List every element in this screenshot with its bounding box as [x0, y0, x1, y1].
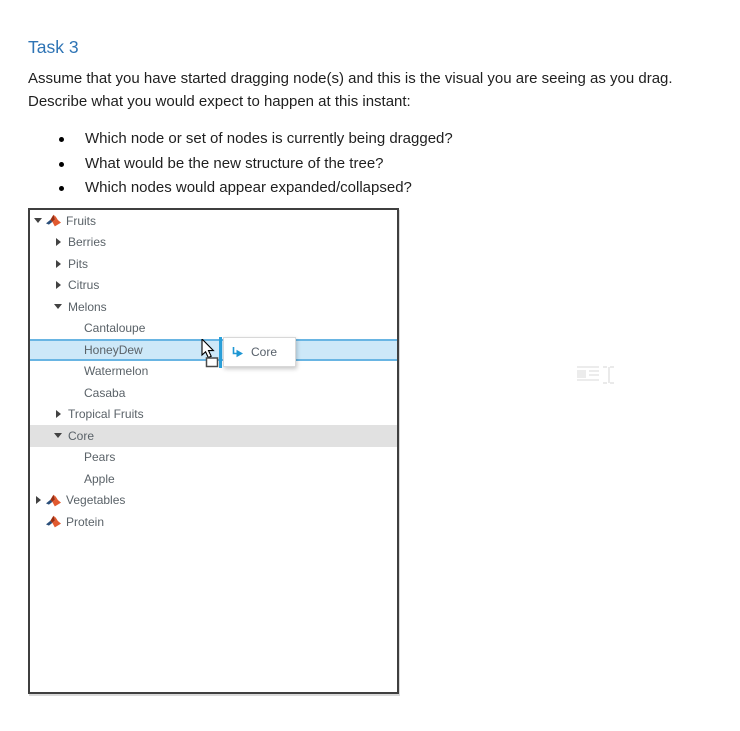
tree-node-label: Casaba	[84, 385, 126, 400]
tree-node-citrus[interactable]	[30, 275, 397, 297]
tree-node-label: Vegetables	[66, 493, 126, 508]
tree-node-cantaloupe[interactable]	[30, 318, 397, 340]
drag-ghost-label: Core	[251, 345, 278, 359]
click-and-type-pointer-icon	[577, 366, 615, 385]
tree-node-label: Pears	[84, 450, 116, 465]
matlab-logo-icon	[46, 515, 61, 528]
tree-node-apple[interactable]	[30, 468, 397, 490]
intro-line-2: Describe what you would expect to happen at this instant:	[28, 93, 411, 110]
tree-node-label: Apple	[84, 471, 115, 486]
expander-icon[interactable]	[32, 496, 44, 504]
document-body	[0, 0, 740, 201]
expander-icon[interactable]	[52, 410, 64, 418]
tree-node-label: Tropical Fruits	[68, 407, 144, 422]
tree-node-label: Core	[68, 428, 95, 443]
bullet-item-3: Which nodes would appear expanded/collapsed?	[28, 176, 716, 201]
tree-node-label: Citrus	[68, 278, 100, 293]
intro-line-1: Assume that you have started dragging node(s) and this is the visual you are seeing as you drag.	[28, 70, 673, 87]
indent-into-icon	[231, 346, 245, 359]
bullet-item-1: Which node or set of nodes is currently being dragged?	[28, 127, 716, 152]
expander-icon[interactable]	[52, 238, 64, 246]
tree-node-berries[interactable]	[30, 232, 397, 254]
question-list	[28, 127, 716, 201]
expander-icon[interactable]	[52, 304, 64, 309]
expander-icon[interactable]	[52, 260, 64, 268]
matlab-logo-icon	[46, 214, 61, 227]
tree-node-fruits[interactable]	[30, 210, 397, 232]
tree-node-pears[interactable]	[30, 447, 397, 469]
tree-node-melons[interactable]	[30, 296, 397, 318]
page-title: Task 3	[28, 37, 79, 57]
tree-node-tropical-fruits[interactable]	[30, 404, 397, 426]
tree-node-casaba[interactable]	[30, 382, 397, 404]
drag-move-cursor-icon	[201, 339, 221, 369]
tree-node-protein[interactable]	[30, 511, 397, 533]
matlab-logo-icon	[46, 494, 61, 507]
tree-node-core-selected[interactable]	[30, 425, 397, 447]
tree-node-label: Watermelon	[84, 364, 149, 379]
tree-node-label: Cantaloupe	[84, 321, 146, 336]
expander-icon[interactable]	[52, 433, 64, 438]
tree-node-label: HoneyDew	[84, 342, 143, 357]
expander-icon[interactable]	[52, 281, 64, 289]
tree-node-label: Protein	[66, 514, 105, 529]
ibeam-cursor-icon	[603, 366, 615, 385]
tree-node-vegetables[interactable]	[30, 490, 397, 512]
tree-node-label: Fruits	[66, 213, 96, 228]
tree-node-label: Melons	[68, 299, 107, 314]
tree-panel	[28, 208, 399, 694]
bullet-item-2: What would be the new structure of the tree?	[28, 152, 716, 177]
tree-node-pits[interactable]	[30, 253, 397, 275]
tree-node-label: Berries	[68, 235, 107, 250]
tree-node-label: Pits	[68, 256, 89, 271]
expander-icon[interactable]	[32, 218, 44, 223]
text-wrap-icon	[577, 366, 600, 382]
drag-ghost	[223, 337, 296, 367]
